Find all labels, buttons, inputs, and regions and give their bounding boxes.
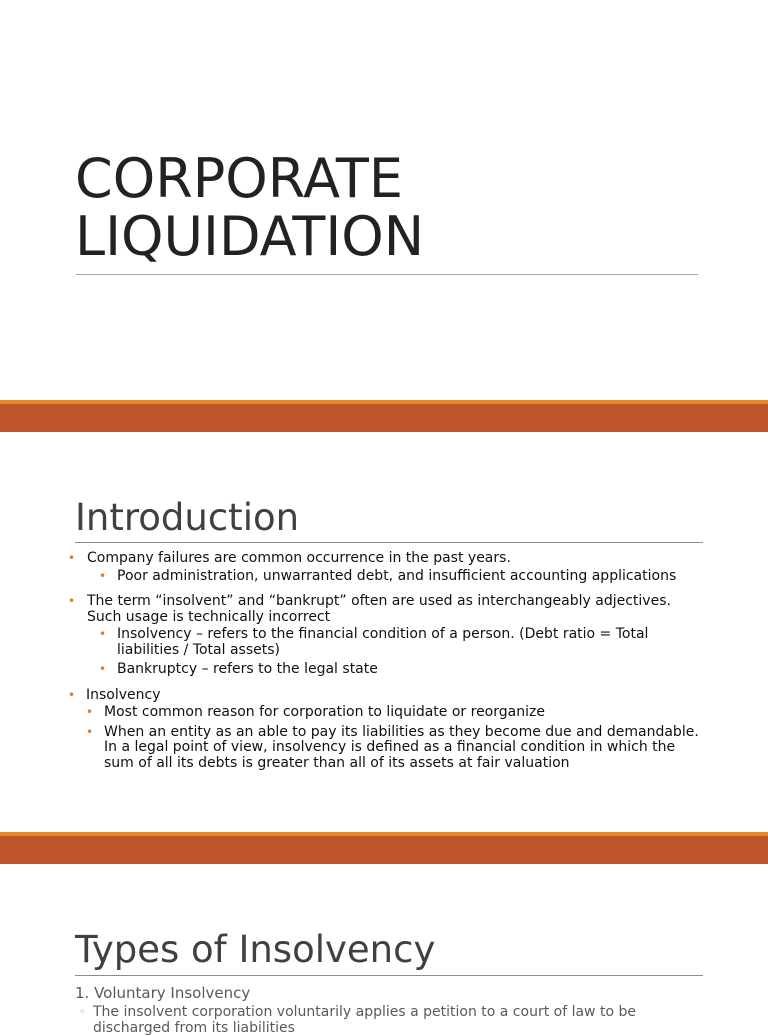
list-subitem-text: Insolvency – refers to the financial condition of a person. (Debt ratio = Total liabilities / Total assets) — [117, 626, 649, 658]
bullet-icon: • — [99, 568, 107, 583]
title-divider — [76, 274, 698, 275]
slide-separator — [0, 400, 768, 432]
slide-title — [75, 147, 425, 268]
list-item-text: Insolvency — [86, 686, 161, 703]
title-slide — [0, 0, 768, 400]
slide-content — [75, 983, 705, 1036]
types-of-insolvency-slide — [0, 864, 768, 1036]
bullet-icon: • — [68, 594, 76, 608]
bullet-icon: • — [86, 724, 94, 739]
list-subitem — [75, 1004, 705, 1036]
slide-title: Introduction — [75, 496, 300, 539]
list-item-text: Company failures are common occurrence in the past years. — [87, 550, 511, 566]
bullet-icon: • — [68, 687, 76, 702]
title-divider — [75, 975, 703, 976]
bullet-icon: • — [86, 705, 94, 719]
bullet-icon: • — [99, 662, 107, 676]
introduction-slide — [0, 432, 768, 832]
bullet-list — [68, 551, 708, 781]
list-item — [68, 594, 708, 678]
list-item — [68, 551, 708, 584]
bullet-icon: • — [68, 551, 76, 565]
list-subitem-text: Bankruptcy – refers to the legal state — [117, 661, 378, 677]
list-item — [68, 688, 708, 772]
list-subitem — [99, 569, 708, 585]
list-item-text: The term “insolvent” and “bankrupt” often are used as interchangeably adjectives. Such usage is technically incorrect — [87, 593, 671, 625]
list-subitem — [99, 627, 708, 658]
slide-separator — [0, 832, 768, 864]
title-line-1: CORPORATE — [75, 147, 403, 210]
numbered-item: 1. Voluntary Insolvency — [75, 984, 251, 1002]
title-divider — [75, 542, 703, 543]
list-subitem-text: Most common reason for corporation to liquidate or reorganize — [104, 704, 545, 720]
slide-title: Types of Insolvency — [75, 928, 436, 971]
list-subitem-text: When an entity as an able to pay its liabilities as they become due and demandable. In a legal point of view, insolvency is defined as a financial condition in which the sum of all its debts is greater than all of its assets at fair valuation — [104, 723, 699, 771]
list-subitem — [86, 725, 708, 772]
title-line-2: LIQUIDATION — [75, 205, 425, 268]
list-subitem — [99, 662, 708, 678]
circle-bullet-icon: ◦ — [79, 1005, 86, 1018]
list-subitem-text: The insolvent corporation voluntarily applies a petition to a court of law to be discharged from its liabilities — [93, 1004, 636, 1036]
list-subitem-text: Poor administration, unwarranted debt, and insufficient accounting applications — [117, 567, 677, 584]
list-subitem — [86, 705, 708, 721]
bullet-icon: • — [99, 627, 107, 641]
